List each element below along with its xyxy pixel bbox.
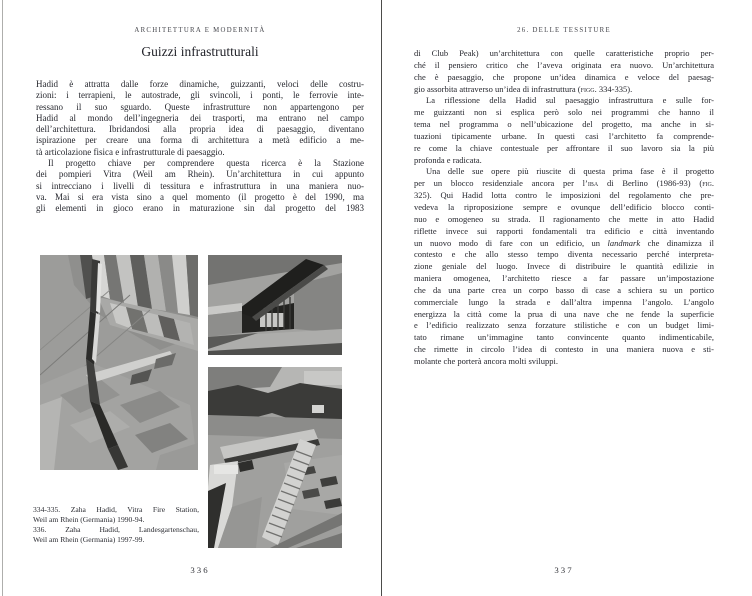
painting-image bbox=[40, 255, 198, 470]
text-line: zioni: i terrapieni, le autostrade, gli svincoli, i ponti, le ferrovie inte- bbox=[36, 90, 364, 101]
text-segment: figg. bbox=[580, 83, 597, 94]
text-line: tuazioni tipicamente urbane. In questi casi l’architetto fa comprende- bbox=[414, 130, 714, 141]
text-line: va. Mai si era vista sino a quel momento (il progetto è del 1990, ma bbox=[36, 191, 364, 202]
text-line: ispirazione per creare una forma di architettura a metà edificio a me- bbox=[36, 135, 364, 146]
text-line: zione geniale del luogo. Invece di distribuire le quantità edilizie in bbox=[414, 261, 714, 272]
text-line bbox=[414, 178, 714, 190]
text-line: tà articolazione fisica e infrastrutturale di paesaggio. bbox=[36, 146, 225, 157]
section-title: Guizzi infrastrutturali bbox=[141, 44, 259, 59]
photo-image bbox=[208, 255, 342, 355]
text-line: e l’edificio realizzato senza forzature stilistiche e con un budget limi- bbox=[414, 320, 714, 331]
text-line: re come la chiave contestuale per affrontare il suo lavoro sia la più bbox=[414, 142, 714, 153]
text-line: contesto e che allo stesso tempo diventa necessario perché interpreta- bbox=[414, 249, 714, 260]
figure-caption bbox=[33, 505, 199, 545]
text-line: 334-335. Zaha Hadid, Vitra Fire Station, bbox=[33, 505, 199, 514]
text-segment: fig. bbox=[702, 178, 714, 189]
text-line: dei pompieri Vitra (Weil am Rhein). Un’architettura in cui appunto bbox=[36, 169, 364, 180]
photo-image bbox=[208, 367, 342, 548]
text-line: Il progetto chiave per comprendere questa ricerca è la Stazione bbox=[48, 158, 364, 169]
text-segment: che dinamizza il bbox=[640, 237, 714, 248]
text-line: Una delle sue opere più riuscite di questa prima fase è il progetto bbox=[426, 166, 714, 177]
text-line: molante che porterà ancora molti sviluppi. bbox=[414, 355, 558, 366]
text-line: ressano il suo sguardo. Queste infrastrutture non appartengono per bbox=[36, 101, 364, 112]
text-line: tema nel programma o nell’ubicazione del progetto, ma anche in si- bbox=[414, 119, 714, 130]
text-line: Weil am Rhein (Germania) 1997-99. bbox=[33, 535, 145, 544]
text-segment: landmark bbox=[607, 237, 641, 248]
figure-334-vitra-painting bbox=[40, 255, 198, 470]
page-spine-divider bbox=[381, 0, 382, 596]
text-line: Weil am Rhein (Germania) 1990-94. bbox=[33, 515, 145, 524]
text-line: Hadid è attratta dalle forze dinamiche, guizzanti, veloci delle costru- bbox=[36, 79, 364, 89]
text-line: che rimette in circolo l’idea di contesto in una maniera nuova e sti- bbox=[414, 344, 714, 355]
text-line: tato rimane un’immagine tanto convincente quanto indimenticabile, bbox=[414, 332, 714, 343]
text-line: me guizzanti non si esplica però solo nei programmi che hanno il bbox=[414, 107, 714, 118]
text-line: maniera omogenea, l’architetto riesce a far passare un’impostazione bbox=[414, 273, 714, 284]
text-line bbox=[414, 238, 714, 250]
text-line: si intrecciano i livelli di tessitura e infrastruttura in una maniera nuo- bbox=[36, 180, 364, 191]
text-line: 325). Qui Hadid lotta contro le imposizioni del regolamento che pre- bbox=[414, 190, 714, 201]
text-line: profonda e radicata. bbox=[414, 154, 482, 165]
text-segment: 334-335). bbox=[596, 83, 633, 94]
text-line: Hadid al mondo dell’ingegneria dei trasporti, ma entrano nel campo bbox=[36, 112, 364, 123]
left-body-text bbox=[36, 79, 364, 215]
text-segment: iba bbox=[587, 178, 599, 189]
text-line: ché il pensiero critico che l’aveva originata era nuovo. Un’architettura bbox=[414, 59, 714, 70]
text-segment: di Berlino (1986-93) ( bbox=[598, 178, 703, 189]
running-header-left: ARCHITETTURA E MODERNITÀ bbox=[134, 27, 266, 34]
text-line: riflette invece sui rapporti fondamentali tra edificio e città inventando bbox=[414, 225, 714, 236]
text-line: gli elementi in gioco erano in maturazione sin dal progetto del 1983 bbox=[36, 203, 364, 214]
right-body-text bbox=[414, 48, 714, 368]
figure-335-vitra-photo bbox=[208, 255, 342, 355]
text-segment: gio assorbita attraverso un’idea di infrastruttura ( bbox=[414, 83, 581, 94]
text-line: di Club Peak) un’architettura con quelle caratteristiche proprio per- bbox=[414, 48, 714, 58]
text-segment: un nuovo modo di fare con un edificio, un bbox=[414, 237, 608, 248]
text-line: che è paesaggio, che propone un’idea dinamica e veloce del paesag- bbox=[414, 71, 714, 82]
running-header-right: 26. DELLE TESSITURE bbox=[517, 27, 611, 34]
page-number-right: 337 bbox=[554, 565, 574, 575]
text-line: dell’architettura. Ibridandosi alla propria idea di paesaggio, diventano bbox=[36, 124, 364, 135]
text-line: 336. Zaha Hadid, Landesgartenschau, bbox=[33, 525, 199, 534]
text-line: energizza la città come la prua di una nave che ne fende la superficie bbox=[414, 308, 714, 319]
page-edge-line bbox=[2, 0, 3, 596]
text-line: vedeva la riproposizione sempre e ovunque dell’edificio blocco conti- bbox=[414, 201, 714, 212]
page-number-left: 336 bbox=[190, 565, 210, 575]
text-line: che da una parte crea un corpo basso di case a schiera su un portico bbox=[414, 284, 714, 295]
text-line: commerciale lungo la strada e dall’altra impenna l’angolo. L’angolo bbox=[414, 296, 714, 307]
text-line bbox=[414, 84, 714, 96]
text-line: nuo e omogeneo su strada. Il ragionamento che mette in atto Hadid bbox=[414, 213, 714, 224]
figure-336-landesgartenschau-photo bbox=[208, 367, 342, 548]
text-line: La riflessione della Hadid sul paesaggio infrastruttura e sulle for- bbox=[426, 95, 714, 106]
text-segment: per un blocco residenziale ancora per l’ bbox=[414, 178, 588, 189]
